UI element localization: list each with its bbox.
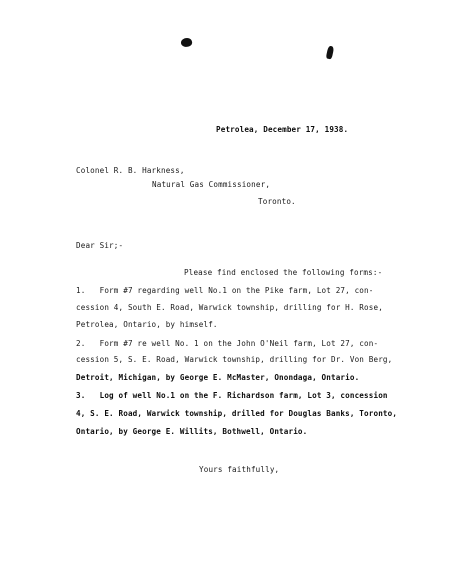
ink-blot-mark bbox=[326, 46, 335, 60]
recipient-name: Colonel R. B. Harkness, bbox=[76, 166, 185, 175]
ink-blot-mark bbox=[180, 37, 193, 49]
item-2-line: Detroit, Michigan, by George E. McMaster, Onondaga, Ontario. bbox=[76, 373, 360, 382]
intro-line: Please find enclosed the following forms:- bbox=[184, 268, 383, 277]
item-2-line: 2. Form #7 re well No. 1 on the John O'Neil farm, Lot 27, con- bbox=[76, 339, 379, 348]
item-3-line: 3. Log of well No.1 on the F. Richardson farm, Lot 3, concession bbox=[76, 391, 388, 400]
recipient-city: Toronto. bbox=[258, 197, 296, 206]
item-3-line: Ontario, by George E. Willits, Bothwell, Ontario. bbox=[76, 427, 308, 436]
item-1-line: Petrolea, Ontario, by himself. bbox=[76, 320, 218, 329]
item-2-line: cession 5, S. E. Road, Warwick township, drilling for Dr. Von Berg, bbox=[76, 355, 393, 364]
item-3-line: 4, S. E. Road, Warwick township, drilled for Douglas Banks, Toronto, bbox=[76, 409, 398, 418]
recipient-title: Natural Gas Commissioner, bbox=[152, 180, 271, 189]
dateline: Petrolea, December 17, 1938. bbox=[216, 125, 349, 134]
closing: Yours faithfully, bbox=[199, 465, 280, 474]
item-1-line: 1. Form #7 regarding well No.1 on the Pike farm, Lot 27, con- bbox=[76, 286, 374, 295]
item-1-line: cession 4, South E. Road, Warwick township, drilling for H. Rose, bbox=[76, 303, 383, 312]
salutation: Dear Sir;- bbox=[76, 241, 124, 250]
